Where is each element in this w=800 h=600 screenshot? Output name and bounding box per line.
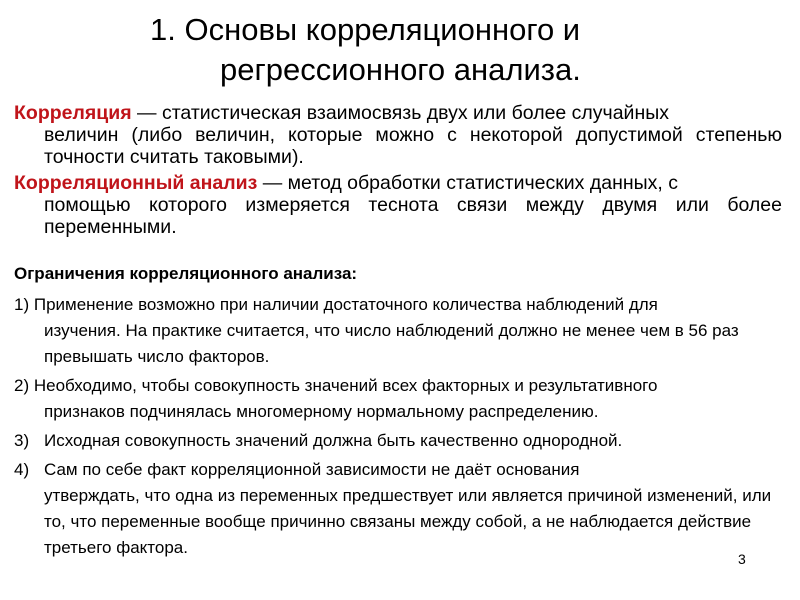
definition-continuation: величин (либо величин, которые можно с некоторой допустимой степенью точности считать таковыми). (44, 124, 782, 168)
limitation-number: 1) (14, 295, 30, 314)
definition-correlation-analysis (14, 172, 782, 238)
limitation-number: 3) (14, 431, 30, 450)
definition-term: Корреляция (14, 102, 132, 124)
limitation-item (14, 457, 784, 561)
definition-correlation (14, 102, 782, 168)
definition-text: — метод обработки статистических данных, с (257, 172, 678, 194)
limitation-text: Исходная совокупность значений должна быть качественно однородной. (44, 431, 623, 450)
limitation-item (14, 428, 784, 454)
definition-term: Корреляционный анализ (14, 172, 258, 194)
limitation-text: Необходимо, чтобы совокупность значений всех факторных и результативного (29, 376, 658, 395)
definition-text: — статистическая взаимосвязь двух или более случайных (131, 102, 669, 124)
definition-continuation: помощью которого измеряется теснота связи между двумя или более переменными. (44, 194, 782, 238)
limitation-number: 2) (14, 376, 30, 395)
slide-title-line-1: 1. Основы корреляционного и (150, 12, 581, 47)
limitation-continuation: изучения. На практике считается, что число наблюдений должно не менее чем в 56 раз превышать число факторов. (44, 321, 739, 366)
limitations-heading: Ограничения корреляционного анализа: (14, 264, 358, 283)
limitation-number: 4) (14, 460, 30, 479)
limitation-text: Сам по себе факт корреляционной зависимости не даёт основания (44, 460, 580, 479)
limitation-continuation: утверждать, что одна из переменных предшествует или является причиной изменений, или то, что переменные вообще причинно связаны между собой, а не наблюдается действие третьего фактора. (44, 486, 772, 557)
slide-title-line-2: регрессионного анализа. (220, 52, 581, 87)
limitations-list (14, 292, 784, 564)
limitation-item (14, 373, 784, 425)
page-number: 3 (738, 551, 746, 567)
slide-title (0, 10, 800, 90)
limitation-text: Применение возможно при наличии достаточного количества наблюдений для (29, 295, 658, 314)
limitation-continuation: признаков подчинялась многомерному нормальному распределению. (44, 402, 599, 421)
limitation-item (14, 292, 784, 370)
